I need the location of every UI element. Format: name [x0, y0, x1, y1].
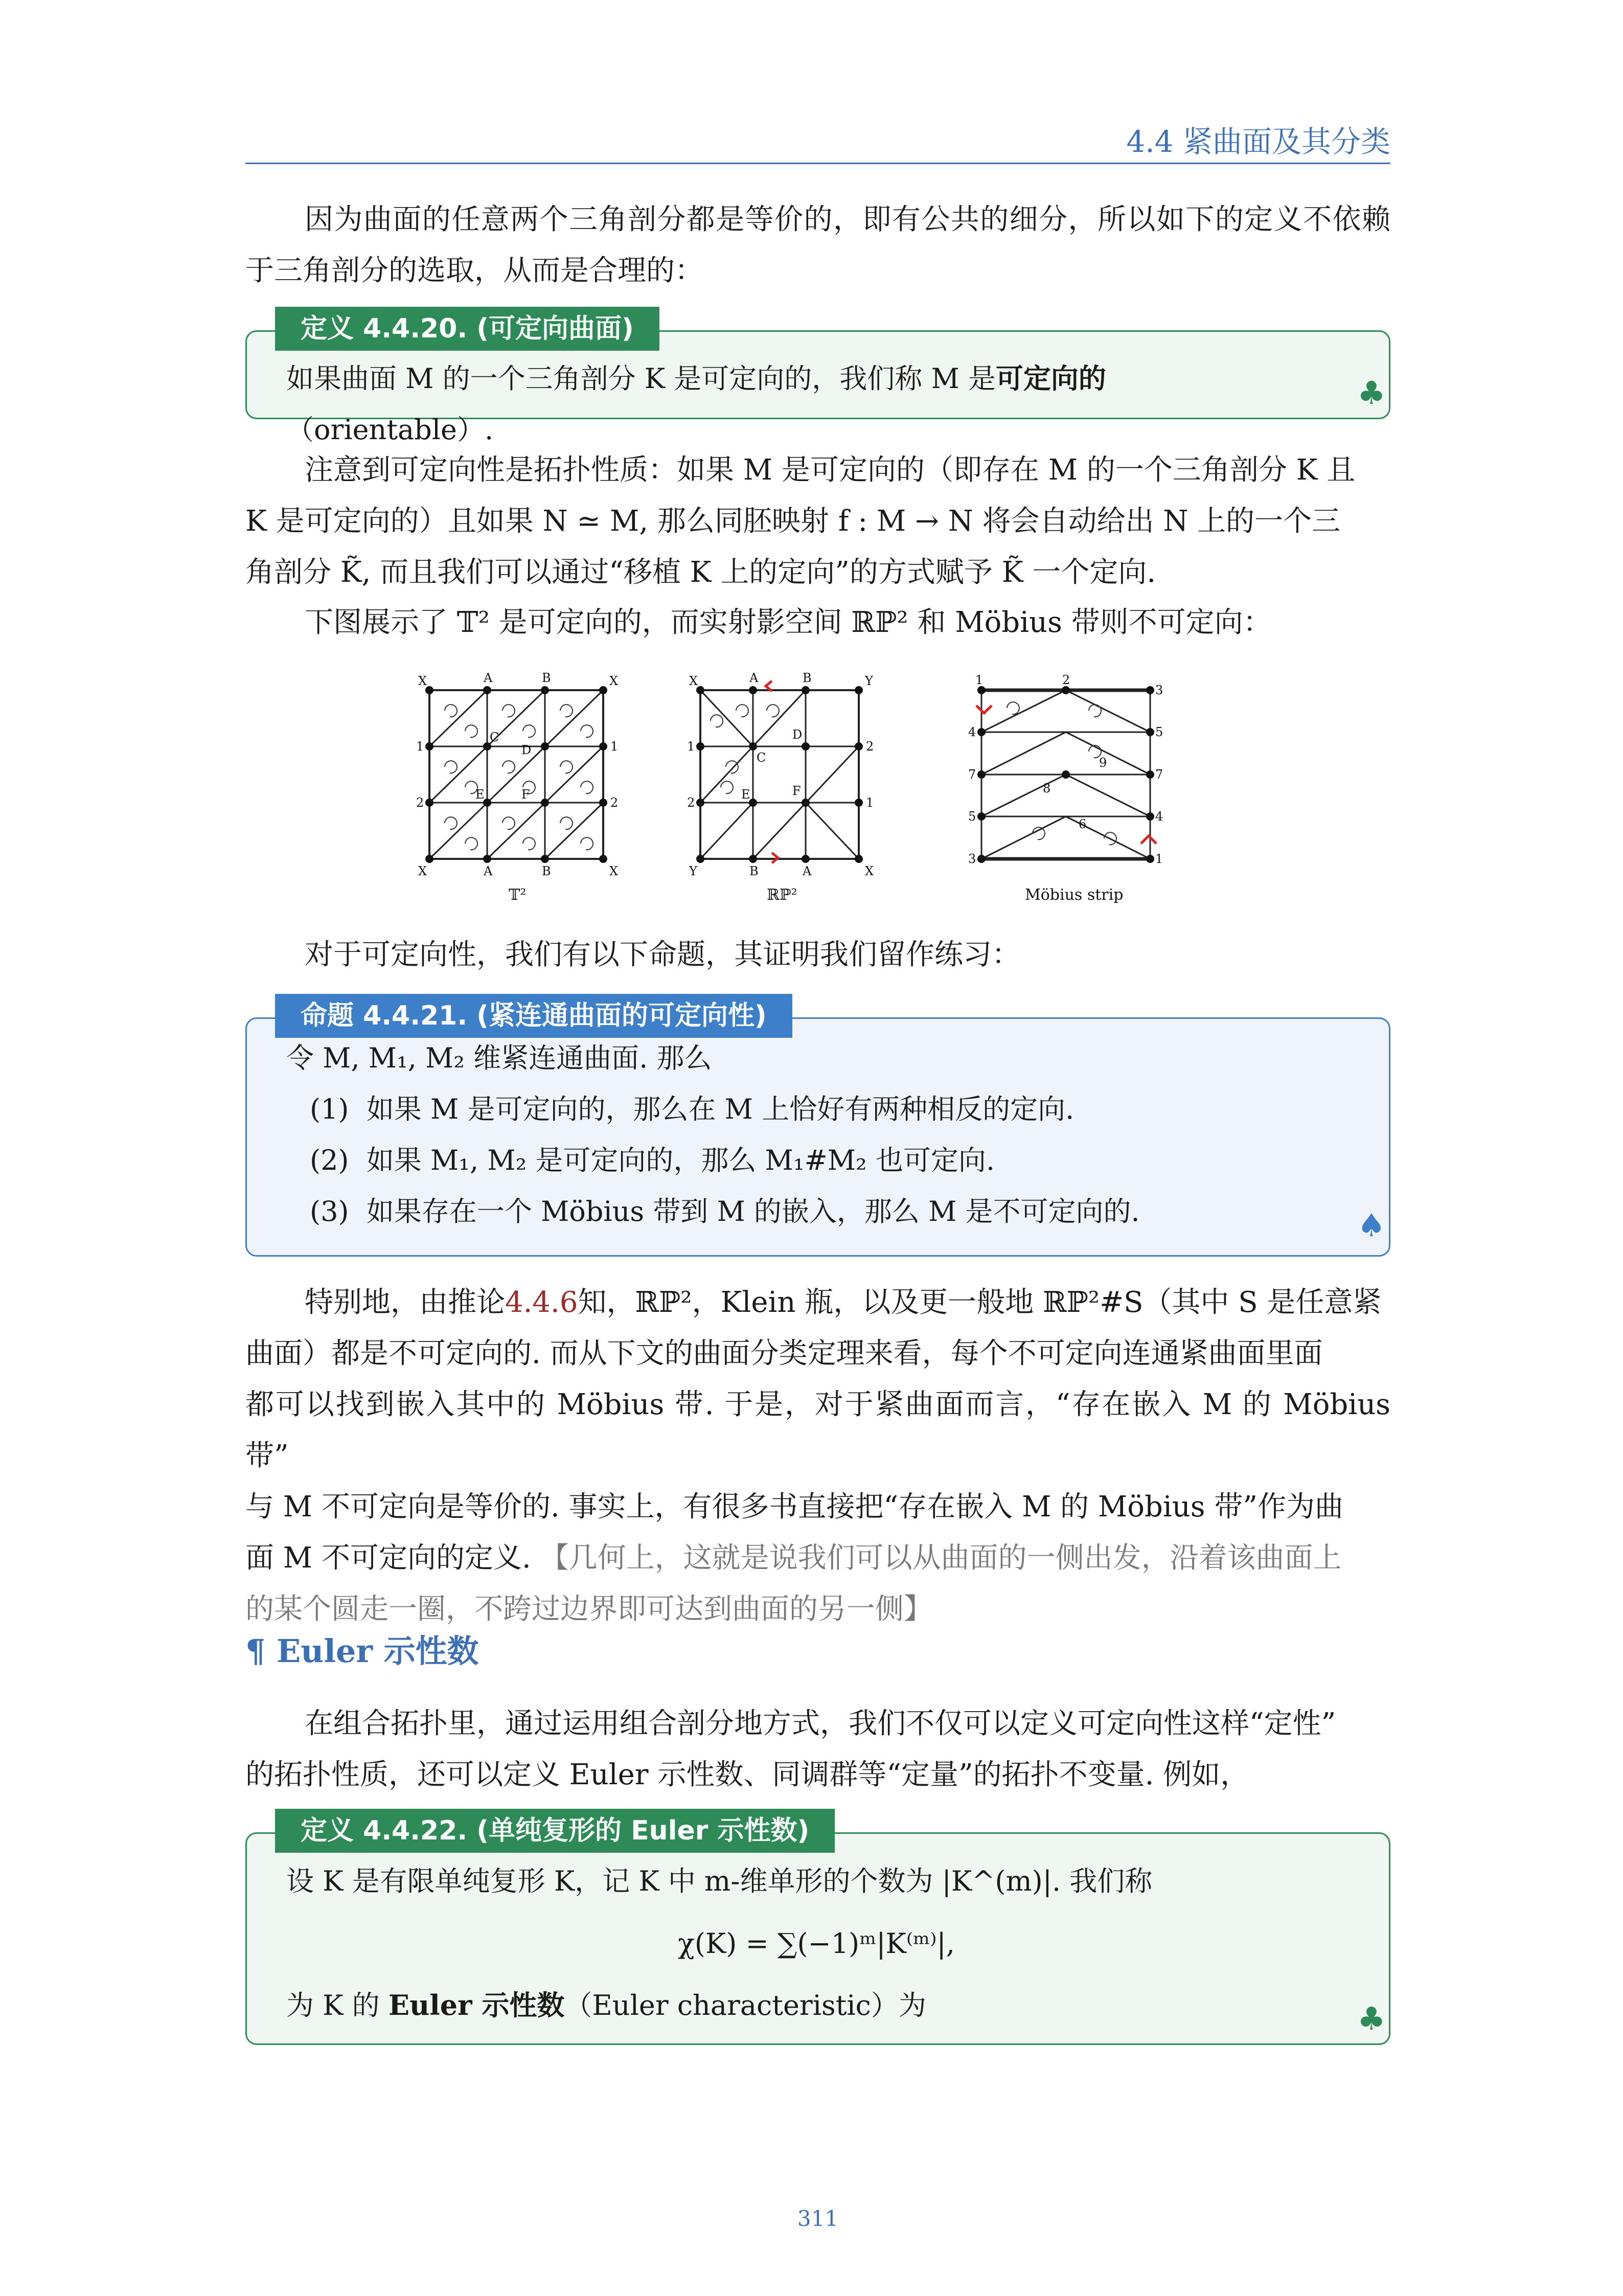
- proposition-body: [286, 1033, 1360, 1237]
- running-header: 4.4 紧曲面及其分类: [1126, 124, 1390, 159]
- intro-paragraph: 因为曲面的任意两个三角剖分都是等价的，即有公共的细分，所以如下的定义不依赖于三角剖分的选取，从而是合理的：: [245, 203, 1390, 287]
- definition-text: 如果曲面 M 的一个三角剖分 K 是可定向的，我们称 M 是可定向的（orientable）.: [286, 362, 1106, 446]
- geometric-remark: 【几何上，这就是说我们可以从曲面的一侧出发，沿着该曲面上: [540, 1541, 1342, 1575]
- definition-euler-line3: 为 K 的 Euler 示性数（Euler characteristic）为: [286, 1989, 926, 2021]
- club-suit-icon-2: ♣: [1357, 2000, 1386, 2037]
- proposition-item: (1) 如果 M 是可定向的，那么在 M 上恰好有两种相反的定向.: [310, 1093, 1075, 1125]
- proposition-item: (3) 如果存在一个 Möbius 带到 M 的嵌入，那么 M 是不可定向的.: [310, 1195, 1140, 1227]
- mobius-diagram: [968, 673, 1163, 904]
- svg-text:X: X: [609, 674, 619, 688]
- svg-text:X: X: [865, 864, 874, 878]
- svg-text:2: 2: [610, 795, 619, 810]
- svg-text:8: 8: [1043, 781, 1051, 795]
- orientability-figures: [409, 665, 1201, 910]
- corollary-link[interactable]: 4.4.6: [505, 1286, 578, 1319]
- svg-text:1: 1: [1155, 852, 1163, 866]
- svg-text:7: 7: [1155, 767, 1163, 782]
- svg-text:A: A: [749, 671, 759, 685]
- svg-text:1: 1: [687, 739, 695, 754]
- rp2-caption: ℝℙ²: [767, 886, 797, 904]
- svg-text:B: B: [803, 671, 812, 685]
- svg-text:C: C: [490, 730, 499, 744]
- svg-text:1: 1: [610, 739, 619, 754]
- svg-text:4: 4: [1155, 809, 1163, 824]
- torus-caption: 𝕋²: [509, 886, 527, 904]
- svg-text:1: 1: [416, 739, 424, 754]
- rp2-diagram: [687, 671, 874, 904]
- svg-text:X: X: [418, 674, 427, 688]
- svg-text:B: B: [542, 864, 551, 878]
- svg-text:5: 5: [1155, 725, 1163, 739]
- svg-text:F: F: [792, 784, 801, 798]
- svg-text:A: A: [803, 864, 812, 878]
- svg-text:X: X: [418, 864, 427, 878]
- euler-intro-paragraph: 在组合拓扑里，通过运用组合剖分地方式，我们不仅可以定义可定向性这样“定性” 的拓扑性质，还可以定义 Euler 示性数、同调群等“定量”的拓扑不变量. 例如，: [245, 1707, 1336, 1791]
- svg-text:E: E: [741, 787, 750, 802]
- definition-title-euler: 定义 4.4.22. (单纯复形的 Euler 示性数): [275, 1809, 835, 1853]
- header-rule: [245, 163, 1390, 164]
- svg-text:5: 5: [968, 809, 976, 824]
- euler-formula: χ(K) = ∑(−1)ᵐ|K⁽ᵐ⁾|,: [678, 1927, 955, 1960]
- definition-title: 定义 4.4.20. (可定向曲面): [275, 307, 659, 351]
- svg-text:E: E: [475, 787, 485, 802]
- svg-text:D: D: [521, 743, 532, 757]
- svg-text:Y: Y: [689, 864, 697, 878]
- svg-text:B: B: [542, 671, 551, 685]
- figure-intro: 下图展示了 𝕋² 是可定向的，而实射影空间 ℝℙ² 和 Möbius 带则不可定向：: [305, 606, 1272, 639]
- svg-text:D: D: [792, 728, 803, 742]
- mobius-caption: Möbius strip: [1025, 886, 1124, 904]
- proposition-title: 命题 4.4.21. (紧连通曲面的可定向性): [275, 994, 792, 1038]
- term-euler-characteristic: Euler 示性数: [388, 1989, 565, 2021]
- svg-text:2: 2: [687, 795, 695, 810]
- svg-text:2: 2: [416, 795, 424, 810]
- svg-text:A: A: [484, 671, 493, 685]
- svg-text:X: X: [609, 864, 619, 878]
- svg-text:B: B: [749, 864, 759, 878]
- svg-text:4: 4: [968, 725, 976, 739]
- term-orientable: 可定向的: [995, 362, 1106, 395]
- special-paragraph: 特别地，由推论4.4.6知，ℝℙ²，Klein 瓶，以及更一般地 ℝℙ²#S（其中 S 是任意紧 曲面）都是不可定向的. 而从下文的曲面分类定理来看，每个不可定向连通紧曲面里面 都可以找到嵌入其中的 Möbius 带. 于是，对于紧曲面而言，“存在嵌入 M 的 Möbius 带” 与 M 不可定向是等价的. 事实上，有很多书直接把“存在嵌入 M 的 Möbius 带”作为曲 面 M 不可定向的定义. 【几何上，这就是说我们可以从曲面的一侧出发，沿着该曲面上 的某个圆走一圈，不跨过边界即可达到曲面的另一侧】: [245, 1277, 1390, 1635]
- svg-text:3: 3: [1155, 683, 1163, 697]
- svg-text:1: 1: [975, 673, 984, 687]
- proposition-intro: 对于可定向性，我们有以下命题，其证明我们留作练习：: [305, 938, 1020, 971]
- svg-text:2: 2: [866, 739, 874, 754]
- svg-text:6: 6: [1079, 817, 1087, 831]
- proposition-lead: 令 M, M₁, M₂ 维紧连通曲面. 那么: [286, 1042, 712, 1074]
- note-paragraph: 注意到可定向性是拓扑性质：如果 M 是可定向的（即存在 M 的一个三角剖分 K 且 K 是可定向的）且如果 N ≃ M, 那么同胚映射 f : M → N 将会自动给出 N 上的一个三 角剖分 K̃, 而且我们可以通过“移植 K 上的定向”的方式赋予 K̃ 一个定向.: [245, 453, 1356, 589]
- page-number: 311: [797, 2206, 839, 2231]
- svg-text:A: A: [484, 864, 493, 878]
- definition-euler-line1: 设 K 是有限单纯复形 K，记 K 中 m-维单形的个数为 |K^(m)|. 我们称: [286, 1865, 1153, 1897]
- svg-text:2: 2: [1062, 673, 1070, 687]
- spade-suit-icon: ♠: [1357, 1207, 1386, 1244]
- svg-text:C: C: [757, 751, 766, 765]
- proposition-item: (2) 如果 M₁, M₂ 是可定向的，那么 M₁#M₂ 也可定向.: [310, 1144, 995, 1176]
- section-heading-euler: ¶ Euler 示性数: [245, 1632, 479, 1670]
- svg-text:7: 7: [968, 767, 976, 782]
- svg-text:9: 9: [1099, 756, 1107, 770]
- svg-text:1: 1: [866, 795, 874, 810]
- torus-diagram: [416, 671, 618, 904]
- svg-text:X: X: [689, 674, 698, 688]
- svg-text:F: F: [521, 787, 530, 802]
- svg-text:Y: Y: [865, 674, 873, 688]
- club-suit-icon: ♣: [1357, 374, 1386, 412]
- geometric-remark-cont: 的某个圆走一圈，不跨过边界即可达到曲面的另一侧】: [245, 1593, 932, 1626]
- svg-text:3: 3: [968, 852, 976, 866]
